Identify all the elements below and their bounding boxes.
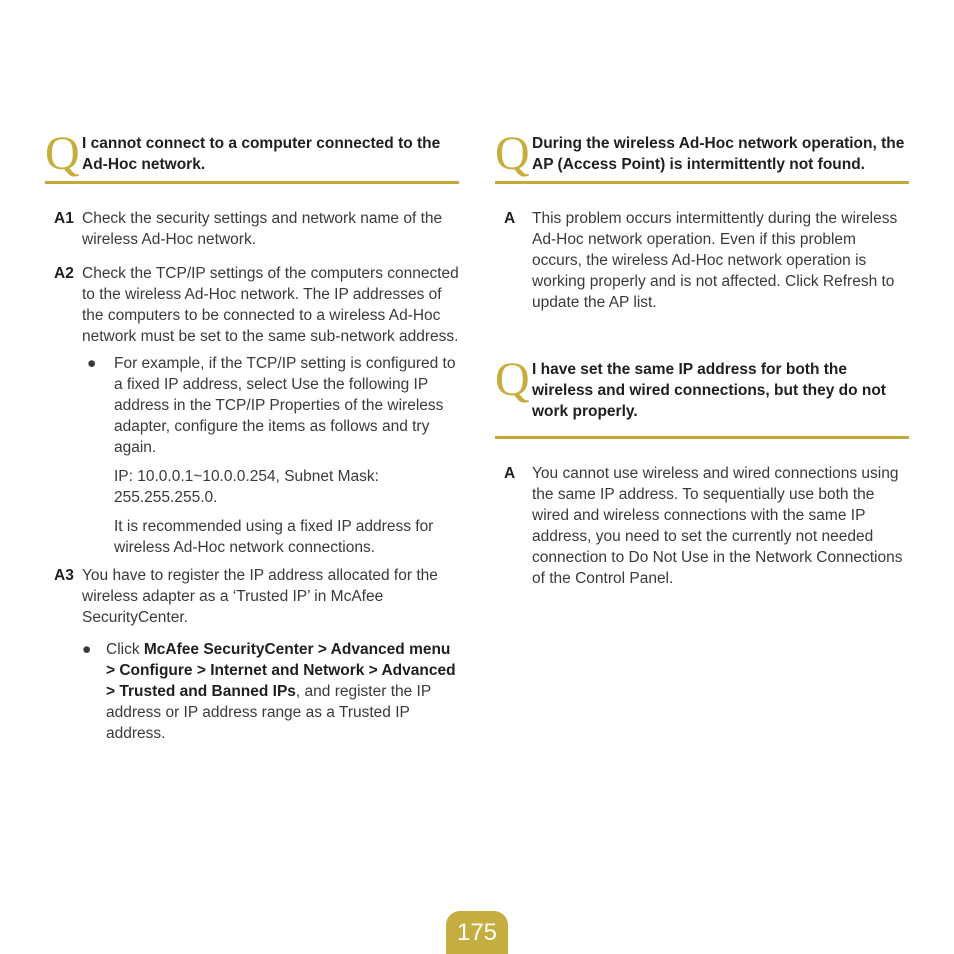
answer-a3-bullet <box>82 639 459 744</box>
answer-a2-label: A2 <box>54 265 74 282</box>
answer-q2-text: This problem occurs intermittently during the wireless Ad-Hoc network operation. Even if this problem occurs, the wireless Ad-Hoc network operation is working properly and is not affected. Click Refresh to update the AP list. <box>532 210 898 311</box>
answer-a1 <box>45 208 459 250</box>
answer-q3-text: You cannot use wireless and wired connections using the same IP address. To sequentially use both the wired and wireless connections with the same IP address, you need to set the currently not needed connection to Do Not Use in the Network Connections of the Control Panel. <box>532 465 903 587</box>
bullet-icon: ● <box>82 641 92 658</box>
answer-a3-text: You have to register the IP address allocated for the wireless adapter as a ‘Trusted IP’ in McAfee SecurityCenter. <box>82 567 438 626</box>
answer-a3 <box>45 565 459 744</box>
answer-a1-label: A1 <box>54 210 74 227</box>
answer-a2-bullet <box>82 353 459 558</box>
question-1-text: I cannot connect to a computer connected to the Ad-Hoc network. <box>82 135 441 173</box>
answer-q2-label: A <box>504 210 516 227</box>
q-icon: Q <box>495 127 530 180</box>
question-2 <box>495 127 909 184</box>
answer-a2-text: Check the TCP/IP settings of the computers connected to the wireless Ad-Hoc network. The IP addresses of the computers to be connected to a wireless Ad-Hoc network must be set to the same sub-network address. <box>82 265 459 345</box>
right-column <box>495 127 909 589</box>
instruction-prefix: Click <box>106 641 144 658</box>
q-icon: Q <box>495 353 530 406</box>
page-number: 175 <box>446 911 508 954</box>
answer-q3-label: A <box>504 465 516 482</box>
menu-path: McAfee SecurityCenter > Advanced menu > Configure > Internet and Network > Advanced > Trusted and Banned IPs <box>106 641 456 700</box>
instruction-suffix: , and register the IP address or IP address range as a Trusted IP address. <box>106 683 431 742</box>
answer-a3-bullet-text <box>106 639 459 744</box>
recommendation-text: It is recommended using a fixed IP address for wireless Ad-Hoc network connections. <box>114 518 434 556</box>
question-1 <box>45 127 459 184</box>
question-3 <box>495 353 909 439</box>
left-column <box>45 127 459 744</box>
question-2-text: During the wireless Ad-Hoc network operation, the AP (Access Point) is intermittently not found. <box>532 135 905 173</box>
q-icon: Q <box>45 127 80 180</box>
ip-settings-text: IP: 10.0.0.1~10.0.0.254, Subnet Mask: 255.255.255.0. <box>114 468 379 506</box>
answer-a1-text: Check the security settings and network name of the wireless Ad-Hoc network. <box>82 210 443 248</box>
answer-q2 <box>495 208 909 313</box>
question-3-text: I have set the same IP address for both the wireless and wired connections, but they do not work properly. <box>532 361 886 420</box>
answer-a3-label: A3 <box>54 567 74 584</box>
answer-q3 <box>495 463 909 589</box>
bullet-icon: ● <box>87 355 97 372</box>
answer-a2 <box>45 263 459 558</box>
answer-a2-bullet-text: For example, if the TCP/IP setting is configured to a fixed IP address, select Use the following IP address in the TCP/IP Properties of the wireless adapter, configure the items as follows and try again. <box>114 355 456 456</box>
